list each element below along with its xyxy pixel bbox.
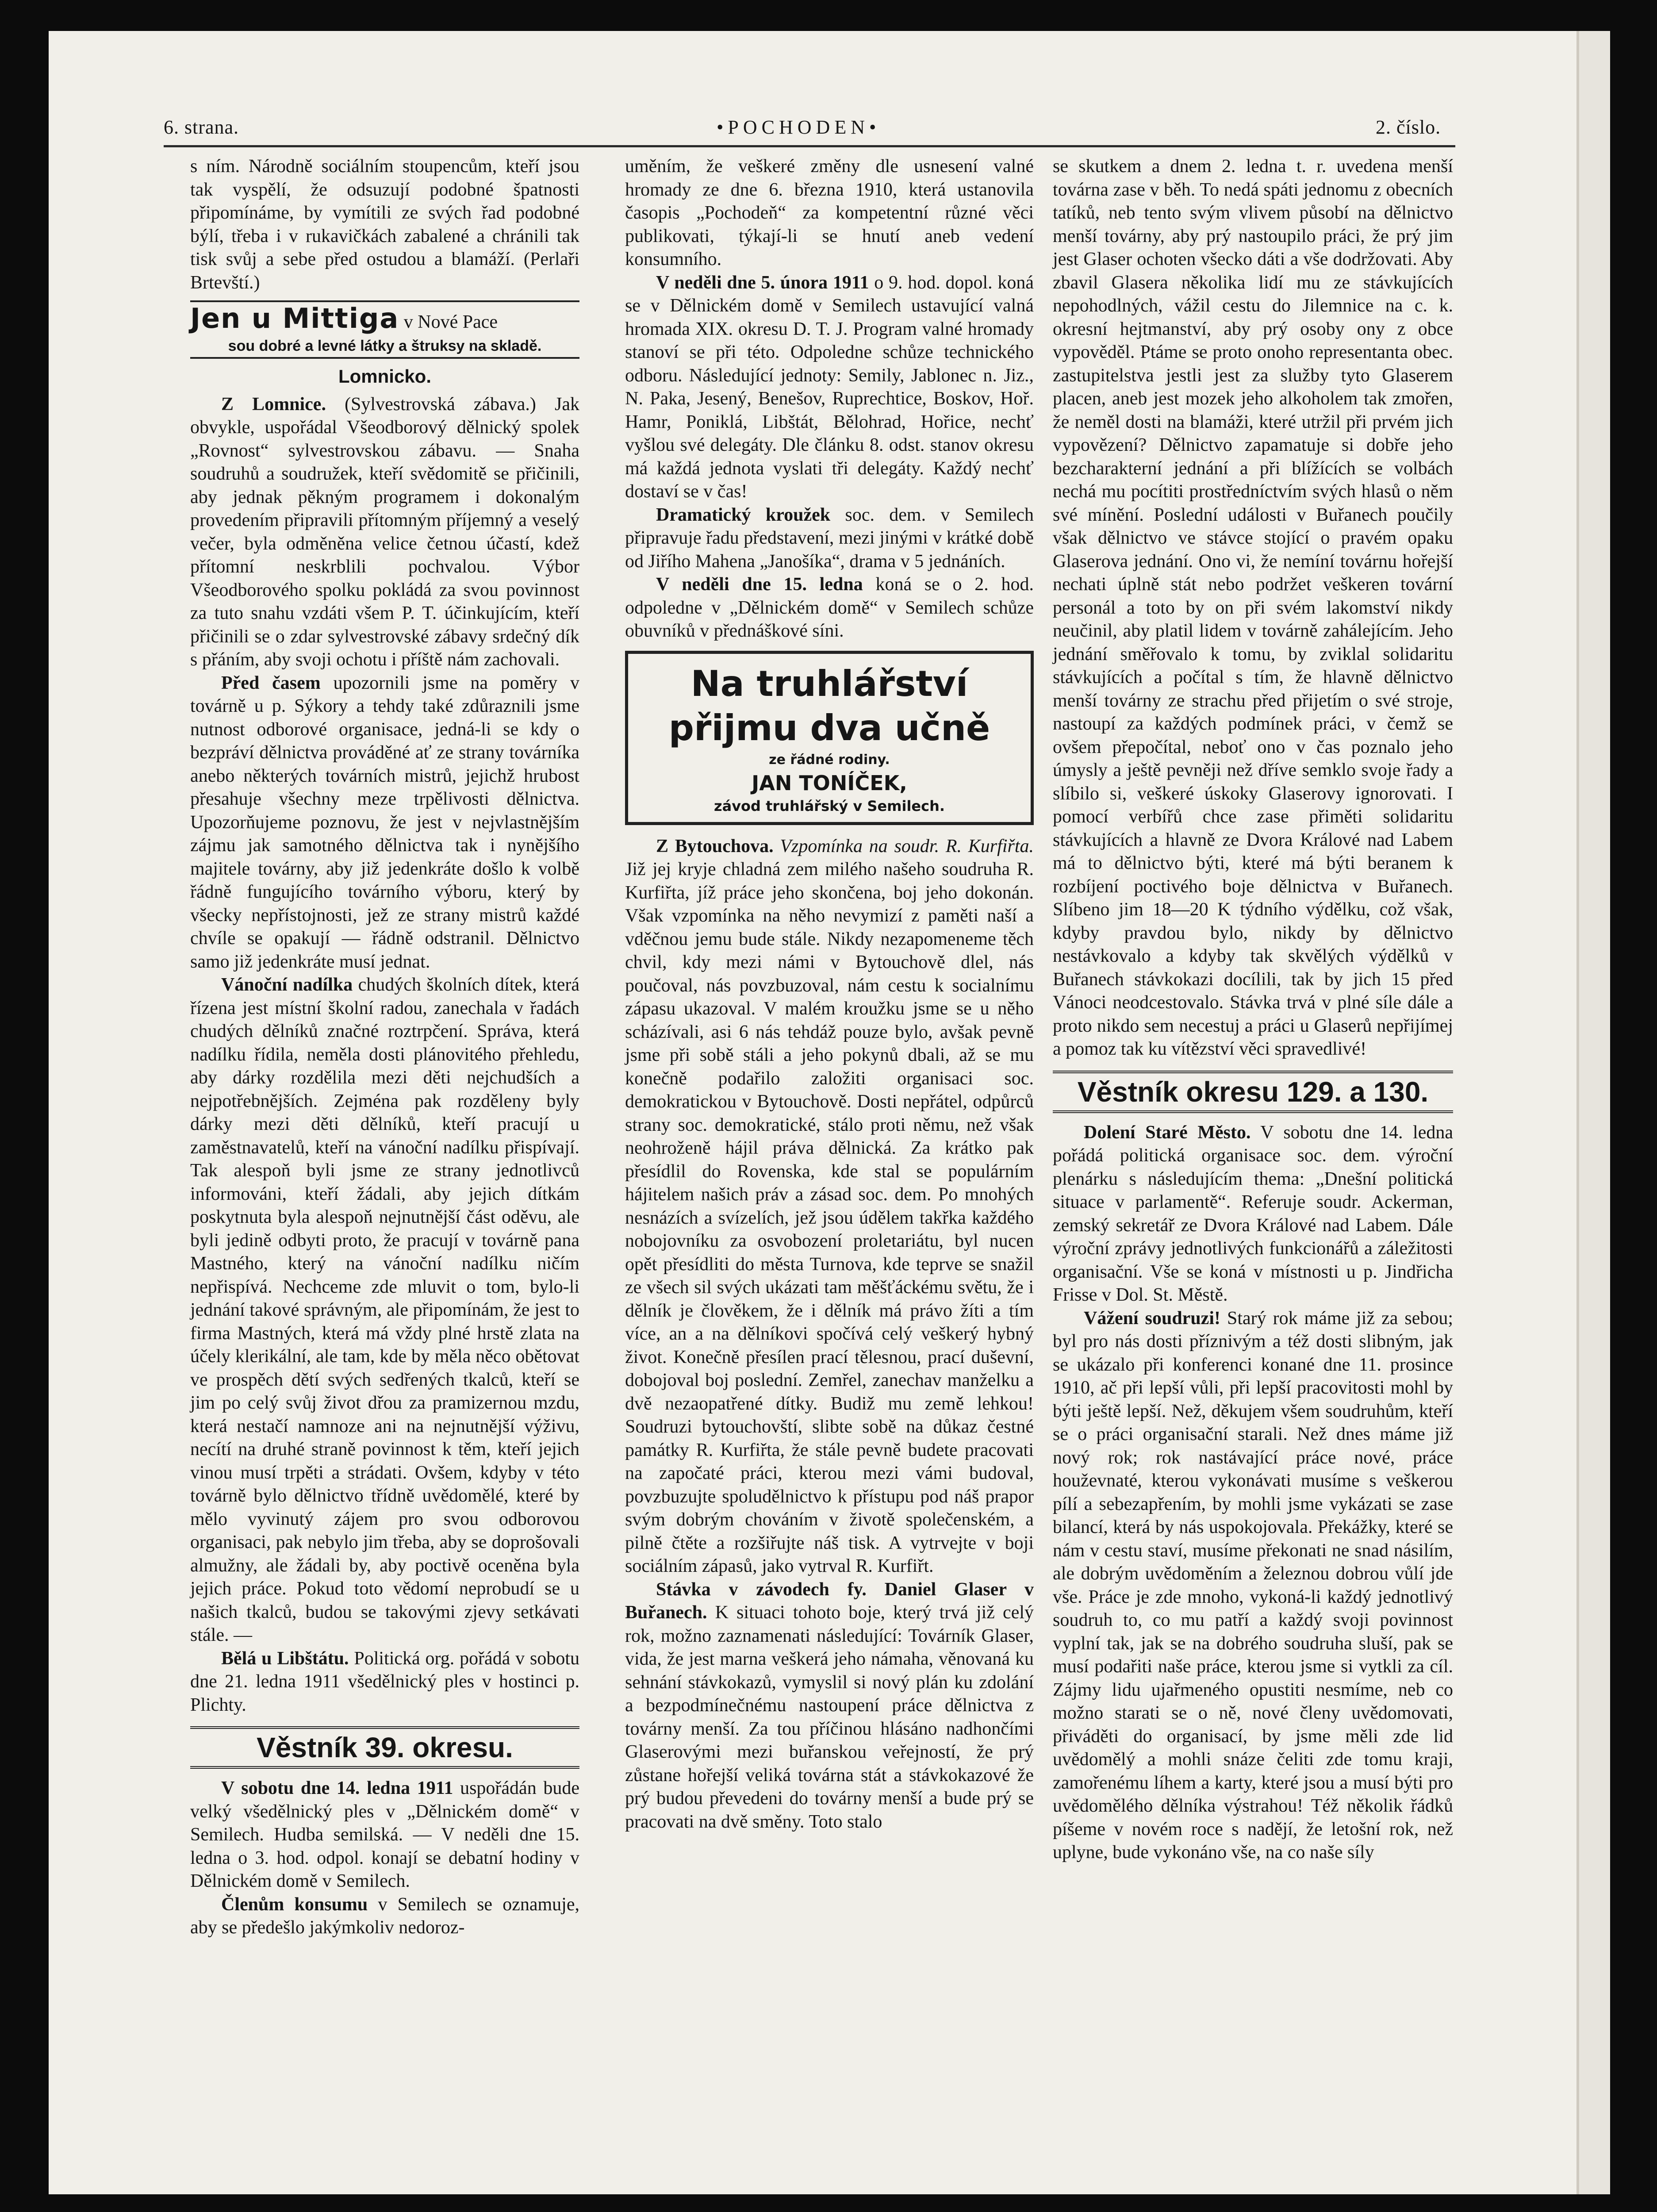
page-number: 6. strana. xyxy=(164,116,239,138)
article-text: koná se o 2. hod. odpoledne v „Dělnickém domě“ v Semilech schůze obuvníků v přednáškové síni. xyxy=(625,574,1034,641)
ad-subline: sou dobré a levné látky a štruksy na skladě. xyxy=(228,338,542,354)
article-text: chudých školních dítek, která řízena jest místní školní radou, zanechala v řadách chudých dělníků značné roztrpčení. Správa, která nadílku řídila, neměla dosti plánovitého přehledu, aby dárky rozdělila mezi děti nejchudších a nejpotřebnějších. Zejména pak rozděleny byly dárky mezi děti dělníků, kteří pracují u zaměstnavatelů, kteří na vánoční nadílku přispívají. Tak alespoň byli jsme ze strany jednotlivců informováni, kteří žádali, aby jejich dítkám poskytnuta byla alespoň nejnutnější část oděvu, ale byli jedině odbyti proto, že pracují v továrně pana Mastného, který na vánoční nadílku ničím nepřispívá. Nechceme zde mluvit o tom, bylo-li jednání takové správným, ale připomínám, že jest to firma Mastných, která má vždy plné hrstě zlata na účely klerikální, ale tam, kde by měla něco obětovat ve prospěch dětí svých sedřených tkalců, kteří se jim po celý svůj život dřou za pramizernou mzdu, která nestačí namnoze ani na nejnutnější výživu, necítí na druhé straně povinnost k těm, kteří jejich vinou musí trpěti a strádati. Ovšem, kdyby v této továrně bylo dělnictvo třídně uvědomělé, které by mělo vyvinutý zájem pro svou odborovou organisaci, pak nebylo jim třeba, aby se doprošovali almužny, ale žádali by, aby poctivě oceněna byla jejich práce. Pokud toto vědomí neprobudí se u našich tkalců, budou se takovými zjevy setkávati stále. — xyxy=(190,975,579,1645)
section-heading: Lomnicko. xyxy=(338,366,432,387)
article-lead: Vážení soudruzi! xyxy=(1084,1308,1220,1329)
ad-headline: Jen u Mittiga xyxy=(190,302,399,334)
article-lead: Dolení Staré Město. xyxy=(1084,1122,1251,1143)
header-rule xyxy=(164,145,1455,147)
advertisement-mittig xyxy=(190,300,579,359)
article-paragraph xyxy=(625,573,1034,643)
article-paragraph xyxy=(1053,1307,1453,1864)
advertisement-tonicek xyxy=(625,651,1034,825)
article-text: Politická org. pořádá v sobotu dne 21. ledna 1911 všedělnický ples v hostinci p. Plichty. xyxy=(190,1648,579,1715)
masthead-title: •POCHODEN• xyxy=(717,116,881,138)
article-paragraph xyxy=(1053,1121,1453,1307)
article-paragraph xyxy=(190,1647,579,1717)
article-text: soc. dem. v Semilech připravuje řadu představení, mezi jinými v krátké době od Jiřího Mahena „Janošíka“, drama v 5 jednáních. xyxy=(625,504,1034,572)
ad-advertiser-business: závod truhlářský v Semilech. xyxy=(713,797,945,814)
article-text: (Sylvestrovská zábava.) Jak obvykle, uspořádal Všeodborový dělnický spolek „Rovnost“ sylvestrovskou zábavu. — Snaha soudruhů a soudružek, kteří svědomitě se přičinili, aby jednak pěkným programem i dokonalým provedením připravili přítomným příjemný a veselý večer, byla odměněna velice četnou účastí, kdež přítomní neskrblili pochvalou. Výbor Všeodborového spolku pokládá za svou povinnost za tuto snahu vzdáti všem P. T. účinkujícím, kteří přičinili se o zdar sylvestrovské zábavy srdečný dík s přáním, aby svoji ochotu i příště nám zachovali. xyxy=(190,394,579,670)
article-lead: Z Bytouchova. xyxy=(656,836,774,856)
article-lead: Vánoční nadílka xyxy=(221,975,353,995)
article-text: V sobotu dne 14. ledna pořádá politická organisace soc. dem. výroční plenárku s následujícím thema: „Dnešní politická situace v parlamentě“. Referuje soudr. Ackerman, zemský sekretář ze Dvora Králové nad Labem. Dále výroční zprávy jednotlivých funkcionářů a záležitosti organisační. Vše se koná v místnosti u p. Jindřicha Frisse v Dol. St. Městě. xyxy=(1053,1122,1454,1305)
article-paragraph xyxy=(625,271,1034,503)
article-paragraph xyxy=(625,835,1034,1578)
article-paragraph xyxy=(625,1578,1034,1834)
ad-requirement: ze řádné rodiny. xyxy=(769,752,890,768)
article-paragraph xyxy=(190,1893,579,1939)
ad-advertiser-name: JAN TONÍČEK, xyxy=(752,771,907,795)
ad-headline: Na truhlářství xyxy=(690,663,968,704)
article-continuation: se skutkem a dnem 2. ledna t. r. uvedena menší továrna zase v běh. To nedá spáti jednomu z obecních tatíků, neb tento svým vlivem působí na dělnictvo menší továrny, aby prý nastoupilo práci, že prý jim jest Glaser ochoten všecko dáti a vše dodržovati. Aby zbavil Glasera několika lidí mu ze stávkujících nepohodlných, vážil cestu do Jilemnice na c. k. okresní hejtmanství, aby prý osoby ony z obce vypověděl. Ptáme se proto onoho representanta obec. zastupitelstva jestli jest za služby tyto Glaserem placen, aneb jest mozek jeho alkoholem tak zmořen, že neměl dosti na blamáži, které utržil při prvém jich vypovězení? Dělnictvo zapamatuje si dobře jeho bezcharakterní jednání a při blížících se volbách nechá mu pocítiti prostředníctvím svých hlasů o něm své mínění. Poslední události v Buřanech poučily však dělnictvo ve stávce stojící o pravém opaku Glaserova jednání. Ono vi, že nemíní továrnu hořejší nechati úplně stát nebo podržet veškeren tovární personál a toto by on při svém lakomství nikdy neučinil, aby platil lidem v továrně zahálejícím. Jeho jednání směřovalo k tomu, by zviklal solidaritu stávkujících a počítal s tím, že hlavně dělnictvo menší továrny ze strachu před přijetím o své stroje, nastoupí za každých podmínek práci, v čemž se ovšem přepočítal, neboť ono v čas poznalo jeho úmysly a ještě pevněji než dříve semklo svoje řady a slíbilo si, veškeré úskoky Glaserovy ignorovati. I pomocí verbířů chce zase přiměti solidaritu stávkujících a hlavně ze Dvora Králové nad Labem má to dělnictvo býti, které má býti beranem k rozbíjení poctivého boje dělnictva v Buřanech. Slíbeno jim 18—20 K týdního výdělku, což však, kdyby pravdou bylo, nikdy by dělnictvo nestávkovalo a kdyby tak skvělých výdělků v Buřanech stávkokazi docílili, tak by jich 15 před Vánoci neodcestovalo. Stávka trvá v plné síle dále a proto nikdo sem necestuj a práci u Glaserů nepřijímej a pomoz tak ku vítězství věci spravedlivé! xyxy=(1053,156,1453,1059)
article-continuation: uměním, že veškeré změny dle usnesení valné hromady ze dne 6. března 1910, která ustanovila časopis „Pochodeň“ za kompetentní různé věci publikovati, týkají-li se hnutí aneb vedení konsumního. xyxy=(625,156,1034,269)
article-paragraph xyxy=(190,1777,579,1893)
article-lead: Bělá u Libštátu. xyxy=(221,1648,349,1669)
article-lead: V sobotu dne 14. ledna 1911 xyxy=(221,1778,453,1798)
article-text: v Semilech se oznamuje, aby se předešlo jakýmkoliv nedoroz- xyxy=(190,1894,579,1938)
column-2 xyxy=(625,155,1034,1833)
page-edge xyxy=(1576,31,1610,2194)
article-paragraph xyxy=(190,393,579,672)
article-paragraph xyxy=(190,973,579,1647)
article-lead: V neděli dne 15. ledna xyxy=(656,574,863,595)
article-lead: V neděli dne 5. února 1911 xyxy=(656,272,869,293)
article-text: Již jej kryje chladná zem milého našeho soudruha R. Kurfiřta, jíž práce jeho skončena, boj jeho dokonán. Však vzpomínka na něho nevymizí z paměti naší a vděčnou jemu bude stále. Nikdy nezapomeneme těch chvil, kdy mezi námi v Bytouchově dlel, nás poučoval, nás povzbuzoval, nám cestu k socialnímu zápasu ukazoval. V malém kroužku jsme se u něho scházívali, asi 6 nás tehdáž pouze bylo, avšak pevně jsme při sobě stáli a jeho pokynů dbali, až se mu konečně podařilo založiti organisaci soc. demokratickou v Bytouchově. Dosti nepřátel, odpůrců strany soc. demokratické, stálo proti němu, než však neohroženě hájil práva dělnická. Za krátko pak přesídlil do Rovenska, kde stal se populárním hájitelem našich práv a zásad soc. dem. Po mnohých nesnázích a svízelích, jež jsou údělem takřka každého nobojovníku za osvobození proletariátu, byl nucen opět přesídliti do města Turnova, kde teprve se snažil ze všech sil svých ukázati tam měšťáckému světu, že i dělník je člověkem, že i dělník má právo žíti a tím více, an a na dělníkovi spočívá celý veškerý hybný život. Konečně přesílen prací tělesnou, prací duševní, dobojoval boj poslední. Zemřel, zanechav manželku a dvě nezaopatřené dítky. Budiž mu země lehkou! Soudruzi bytouchovští, slibte sobě na důkaz čestné památky R. Kurfiřta, že stále pevně budete pracovati na započaté práci, kterou mezi vámi budoval, povzbuzujte spoludělnictvo k přístupu pod náš prapor svým dobrým chováním v životě společenském, a pilně čtěte a rozšiřujte náš tisk. A vytrvejte v boji sociálním zápasů, jako vytrval R. Kurfiřt. xyxy=(625,859,1034,1576)
ad-headline-2: přijmu dva učně xyxy=(668,707,990,749)
article-text: upozornili jsme na poměry v továrně u p. Sýkory a tehdy také zdůraznili jsme nutnost odborové organisace, jedná-li se kdy o bezpráví dělnictva prováděné ať ze strany továrníka anebo některých továrních mistrů, jejichž hrubost přesahuje všechny meze trpělivosti dělnictva. Upozorňujeme poznovu, že jest v nejvlastnějším zájmu jak samotného dělnictva tak i nynějšího majitele továrny, aby již jedenkráte došlo k volbě řádně fungujícího továrního výboru, který by všecky nepřístojnosti, jež ze strany mistrů každé chvíle se opakují — řádně odstranil. Dělnictvo samo již jedenkráte musí jednat. xyxy=(190,672,579,972)
article-subtitle: Vzpomínka na soudr. R. Kurfiřta. xyxy=(773,836,1034,856)
article-lead: Členům konsumu xyxy=(221,1894,368,1915)
article-lead: Dramatický kroužek xyxy=(656,504,831,525)
article-lead: Stávka v závodech fy. Daniel Glaser v Buřanech. xyxy=(625,1579,1034,1623)
article-lead: Před časem xyxy=(221,672,321,693)
ad-location: v Nové Pace xyxy=(403,312,498,332)
issue-number: 2. číslo. xyxy=(1376,116,1441,138)
article-text: K situaci tohoto boje, který trvá již celý rok, možno zaznamenati následující: Továrník Glaser, vida, že jest marna veškerá jeho námaha, věnovaná ku sehnání stávkokazů, vymyslil si nový plán ku zdolání a bezpodmínečnému nastoupení práce dělnictva z továrny menší. Za tou příčinou hlásáno nadhončími Glaserovými mezi buřanskou veřejností, že prý zůstane hořejší veliká továrna stát a stávkokazové že prý budou převedeni do továrny menší a bude prý se pracovati na dvě směny. Toto stalo xyxy=(625,1602,1034,1832)
article-text: Starý rok máme již za sebou; byl pro nás dosti příznivým a též dosti slibným, jak se ukázalo při konferenci konané dne 11. prosince 1910, ač při lepší vůli, při lepší pracovitosti mohl by býti ještě lepší. Než, děkujem všem soudruhům, kteří se o práci organisační starali. Než dnes máme již nový rok; rok nastávající práce nové, práce houževnaté, kterou vykonávati musíme s veškerou pílí a sebezapřením, by mohli jsme vykázati se zase bilancí, která by nás uspokojovala. Překážky, které se nám v cestu staví, musíme překonati ne snad násilím, ale dobrým uvědoměním a železnou dobrou vůlí jde vše. Práce je zde mnoho, vykoná-li každý jednotlivý soudruh to, co mu patří a každý svoji povinnost vyplní tak, jak se na dobrého soudruha sluší, pak se musí podařiti naše práce, kterou jsme si vytkli za cíl. Zájmy lidu ujařmeného opustiti nesmíme, neb co možno starati se o ně, nové členy uvědomovati, přiváděti do organisací, by jsme měli zde lid uvědomělý a mohli snáze čeliti zde tomu kraji, zamořenému líhem a karty, které jsou a musí býti pro uvědomělého dělníka výstrahou! Též několik řádků píšeme v novém roce s nadějí, že letošní rok, než uplyne, bude vykonáno vše, na co naše síly xyxy=(1053,1308,1454,1863)
column-1 xyxy=(190,155,579,1939)
article-lead: Z Lomnice. xyxy=(221,394,326,415)
article-paragraph xyxy=(190,672,579,974)
section-title-box: Věstník okresu 129. a 130. xyxy=(1053,1071,1453,1113)
section-title-box: Věstník 39. okresu. xyxy=(190,1726,579,1769)
article-paragraph xyxy=(625,503,1034,573)
column-3 xyxy=(1053,155,1453,1864)
article-continuation: s ním. Národně sociálním stoupencům, kteří jsou tak vyspělí, že odsuzují podobné špatnosti připomínáme, by vymítili ze svých řad podobné býlí, třeba i v rukavičkách zabalené a chránili tak tisk svůj a sebe před ostudou a blamáží. (Perlaři Brtevští.) xyxy=(190,156,579,293)
article-text: uspořádán bude velký všedělnický ples v „Dělnickém domě“ v Semilech. Hudba semilská. — V neděli dne 15. ledna o 3. hod. odpol. konají se debatní hodiny v Dělnickém domě v Semilech. xyxy=(190,1778,579,1891)
article-text: o 9. hod. dopol. koná se v Dělnickém domě v Semilech ustavující valná hromada XIX. okresu D. T. J. Program valné hromady stanoví se při této. Odpoledne schůze technického odboru. Následující jednoty: Semily, Jablonec n. Jiz., N. Paka, Jesený, Benešov, Ruprechtice, Boskov, Hoř. Hamr, Poniklá, Libštát, Bělohrad, Hořice, nechť vyšlou své delegáty. Dle článku 8. odst. stanov okresu má každá jednota vyslati tři delegáty. Každý nechť dostaví se v čas! xyxy=(625,272,1034,502)
